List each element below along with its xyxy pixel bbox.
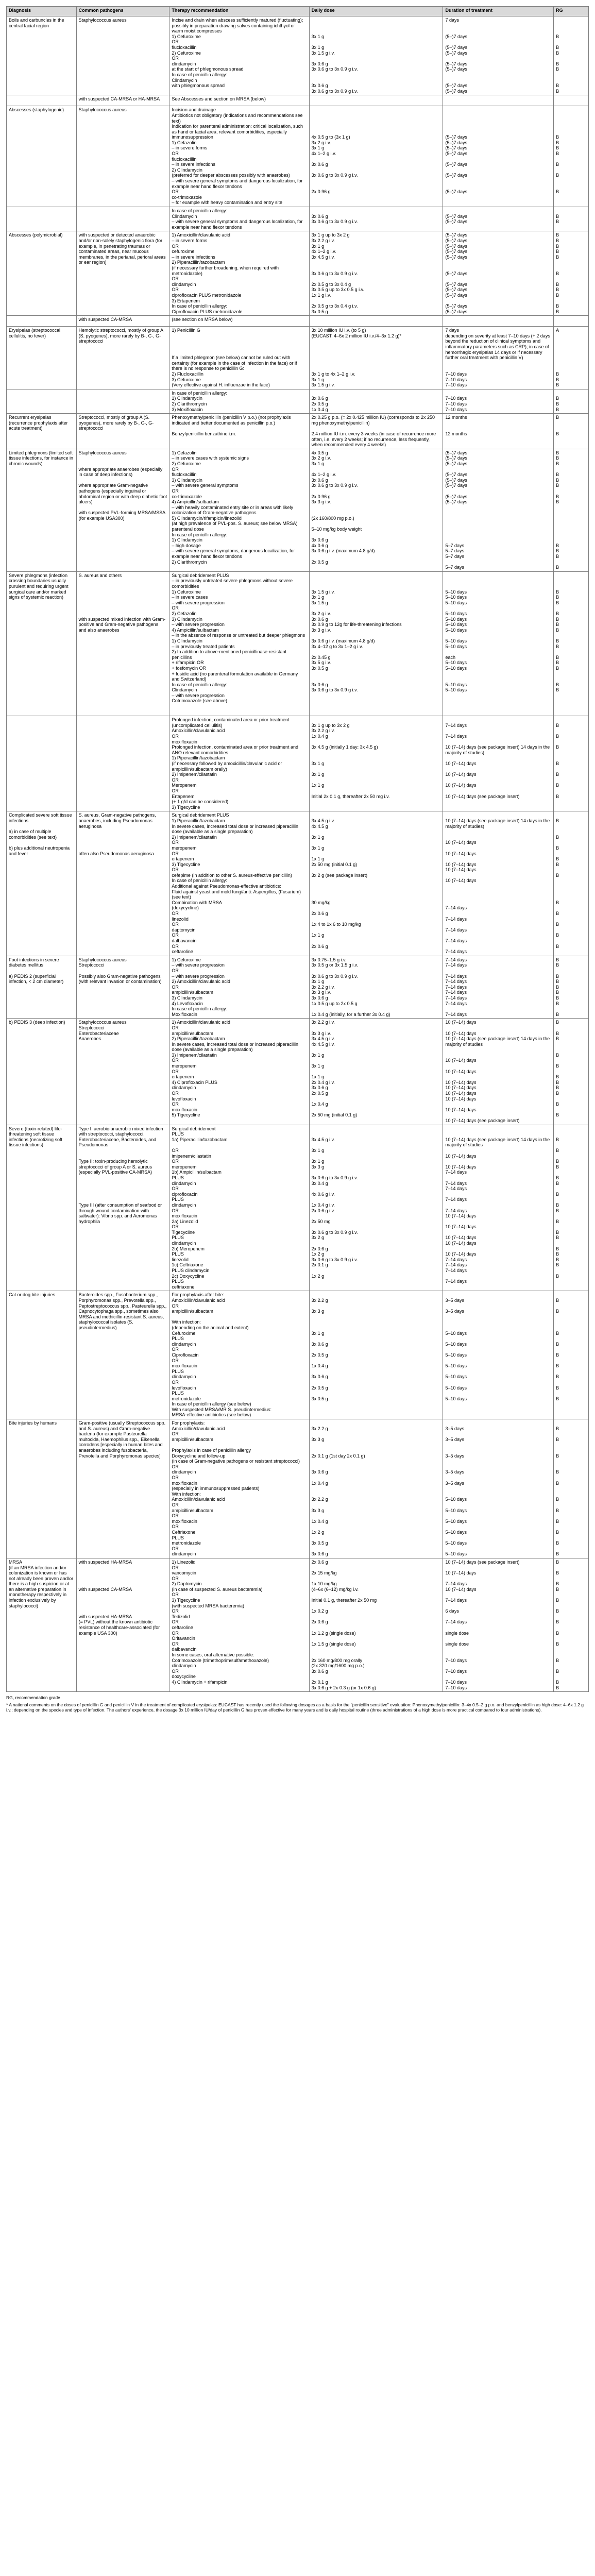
cell-therapy-text: Surgical debridement PLUS 1) Piperacillin/tazobactam In severe cases, increased total dose or increased piperacillin dose (available as a single preparation) 2) Imipenem/cilastatin OR meropenem OR ertapenem 3) Tigecycline OR cefepime (in addition to other S. aureus-effective penicillin) In case of penicillin allergy: Additional against Pseudomonas-effective antibiotics: Fluid against yeast and mold fungi/anti: Aspergillus, (Fusarium) (see text) Combination with MRSA (doxycycline) OR linezolid OR daptomycin OR dalbavancin OR ceftaroline <box>172 812 301 955</box>
cell-duration <box>443 1125 554 1291</box>
cell-daily-dose-text: 3x 10 million IU i.v. (to 5 g) (EUCAST: 4–6x 2 million IU i.v./4–6x 1.2 g)* 3x 1 g to 4x 1–2 g i.v. 3x 1 g 3x 1.5 g i.v. <box>311 328 401 388</box>
cell-rg <box>554 811 589 956</box>
cell-therapy <box>169 1019 309 1125</box>
cell-daily-dose <box>309 449 443 571</box>
column-header-rg: RG <box>554 7 589 16</box>
cell-therapy <box>169 1125 309 1291</box>
cell-daily-dose <box>309 1125 443 1291</box>
cell-rg-text: B B B B B B B B B B B <box>556 818 559 949</box>
cell-pathogen <box>76 811 169 956</box>
cell-pathogen-text: Staphylococcus aureus Streptococci Enterobacteriaceae Anaerobes <box>78 1020 127 1042</box>
cell-pathogen-text: Staphylococcus aureus <box>78 18 127 23</box>
cell-duration <box>443 16 554 95</box>
cell-pathogen-text: with suspected HA-MRSA with suspected CA-MRSA with suspected HA-MRSA (= PVL) without the known antibiotic resistance of healthcare-associated (for example USA 300) <box>78 1559 160 1636</box>
cell-diagnosis <box>7 95 77 106</box>
cell-diagnosis-text: b) PEDIS 3 (deep infection) <box>9 1020 65 1025</box>
cell-therapy <box>169 106 309 207</box>
cell-rg-text: B B B B B B B B B B B B <box>556 450 559 570</box>
cell-duration-text: 7 days depending on severity at least 7–10 days (+ 2 days beyond the reduction of clinical symptoms and inflammatory parameters such as CRP); in case of hemorrhagic erysipelas 14 days or if necessary further oral treatment with penicillin V) 7–10 days 7–10 days 7–10 days <box>445 328 550 388</box>
table-row <box>7 1419 589 1558</box>
cell-therapy <box>169 16 309 95</box>
cell-therapy <box>169 1419 309 1558</box>
cell-daily-dose <box>309 1291 443 1419</box>
cell-therapy-text: Incise and drain when abscess sufficiently matured (fluctuating); possibly in preparation drawing salves containing ichthyol or warm moist compresses 1) Cefuroxime OR flucloxacillin 2) Cefuroxime OR clindamycin at the start of phlegmonous spread In case of penicillin allergy: Clindamycin with phlegmonous spread <box>172 18 303 89</box>
cell-daily-dose-text: 3x 0.6 g 2x 0.5 g 1x 0.4 g <box>311 396 328 412</box>
cell-pathogen <box>76 571 169 716</box>
cell-rg-text: B B B B B B B <box>556 722 559 799</box>
cell-pathogen <box>76 414 169 449</box>
cell-daily-dose <box>309 16 443 95</box>
cell-pathogen <box>76 1019 169 1125</box>
cell-diagnosis-text: Complicated severe soft tissue infections a) in case of multiple comorbidities (see text) b) plus additional neutropenia and fever <box>9 812 72 856</box>
cell-rg <box>554 389 589 413</box>
cell-therapy-text: See Abscesses and section on MRSA (below) <box>172 96 266 102</box>
cell-daily-dose <box>309 106 443 207</box>
cell-diagnosis <box>7 16 77 95</box>
cell-duration <box>443 1419 554 1558</box>
cell-daily-dose-text: 4x 0.5 g to (3x 1 g) 3x 2 g i.v. 3x 1 g 4x 1–2 g i.v. 3x 0.6 g 3x 0.6 g to 3x 0.9 g i.v. 2x 0.96 g <box>311 134 358 195</box>
cell-diagnosis <box>7 811 77 956</box>
cell-daily-dose <box>309 1019 443 1125</box>
table-header-row <box>7 7 589 16</box>
cell-pathogen-text: Bacteroides spp., Fusobacterium spp., Porphyromonas spp., Prevotella spp., Peptostreptococcus spp., Pasteurella spp., Capnocytophaga spp., sometimes also MRSA and methicillin-resistant S. aureus, staphylococcal isolates (S. pseudintermedius) <box>78 1292 168 1330</box>
cell-diagnosis <box>7 716 77 811</box>
cell-diagnosis <box>7 316 77 327</box>
cell-diagnosis-text: Boils and carbuncles in the central facial region <box>9 18 66 28</box>
cell-therapy <box>169 95 309 106</box>
cell-rg-text: B B <box>556 415 559 436</box>
cell-pathogen <box>76 316 169 327</box>
cell-pathogen-text: S. aureus, Gram-negative pathogens, anaerobes, including Pseudomonas aeruginosa often also Pseudomonas aeruginosa <box>78 812 156 856</box>
cell-pathogen-text: Staphylococcus aureus Streptococci Possibly also Gram-negative pathogens (with relevant invasion or contamination) <box>78 957 162 985</box>
cell-pathogen-text: with suspected CA-MRSA <box>78 317 132 323</box>
cell-pathogen-text: Gram-positive (usually Streptococcus spp. and S. aureus) and Gram-negative bacteria (for example Pasteurella multocida, Haemophilus spp., Eikenella corrodens [especially in human bites and anaerobes including fusobacteria, Prevotella and Porphyromonas species] <box>78 1420 167 1459</box>
cell-daily-dose <box>309 327 443 389</box>
cell-therapy-text: For prophylaxis: Amoxicillin/clavulanic acid OR ampicillin/sulbactam Prophylaxis in case of penicillin allergy Doxycycline and follow-up (in case of Gram-negative pathogens or resistant streptococci) OR clindamycin OR moxifloxacin (especially in immunosuppressed patients) With infection: Amoxicillin/clavulanic acid OR ampicillin/sulbactam OR moxifloxacin OR Ceftriaxone PLUS metronidazole OR clindamycin <box>172 1420 300 1557</box>
cell-duration <box>443 207 554 231</box>
table-row <box>7 327 589 389</box>
cell-duration <box>443 571 554 716</box>
therapy-document <box>6 6 589 1713</box>
cell-duration-text: 10 (7–14) days (see package insert) 14 days in the majority of studies 10 (7–14) days 10 (7–14) days 7–14 days 7–14 days 7–14 days 7–14 days 7–14 days 10 (7–14) days 10 (7–14) days 10 (7–14) days 10 (7–14) days 10 (7–14) days 7–14 days 7–14 days 7–14 days 7–14 days <box>445 1137 550 1284</box>
cell-duration-text: 5–10 days 5–10 days 5–10 days 5–10 days 5–10 days 5–10 days 5–10 days 5–10 days 5–10 days each 5–10 days 5–10 days 5–10 days 5–10 days <box>445 589 467 693</box>
cell-duration-text: 3–5 days 3–5 days 3–5 days 3–5 days 3–5 days 5–10 days 5–10 days 5–10 days 5–10 days 5–10 days 5–10 days <box>445 1426 467 1557</box>
table-row <box>7 571 589 716</box>
cell-pathogen-text: Type I: aerobic-anaerobic mixed infection with streptococci, staphylococci, Enterobacteriaceae, Bacteroides, and Pseudomonas Type II: toxin-producing hemolytic streptococci of group A or S. aureus (especially PVL-positive CA-MRSA) Type III (after consumption of seafood or through wound contamination with saltwater): Vibrio spp. and Aeromonas hydrophila <box>78 1126 163 1224</box>
cell-therapy-text: 1) Cefuroxime – with severe progression OR – with severe progression 2) Amoxicillin/clavulanic acid OR ampicillin/sulbactam 3) Clindamycin 4) Levofloxacin In case of penicillin allergy: Moxifloxacin <box>172 957 230 1017</box>
cell-duration <box>443 1558 554 1691</box>
cell-duration <box>443 389 554 413</box>
cell-duration <box>443 316 554 327</box>
cell-daily-dose <box>309 811 443 956</box>
cell-duration-text: 10 (7–14) days 10 (7–14) days 10 (7–14) days (see package insert) 14 days in the majority of studies 10 (7–14) days 10 (7–14) days 10 (7–14) days 10 (7–14) days 10 (7–14) days 10 (7–14) days 10 (7–14) days 10 (7–14) days (see package insert) <box>445 1020 550 1123</box>
cell-duration <box>443 414 554 449</box>
table-row <box>7 95 589 106</box>
column-header-diagnosis: Diagnosis <box>7 7 77 16</box>
cell-rg <box>554 571 589 716</box>
table-row <box>7 389 589 413</box>
cell-duration <box>443 449 554 571</box>
cell-daily-dose <box>309 571 443 716</box>
cell-duration <box>443 106 554 207</box>
cell-diagnosis <box>7 571 77 716</box>
cell-rg-text: B B <box>556 213 559 225</box>
cell-diagnosis <box>7 1125 77 1291</box>
cell-rg <box>554 1125 589 1291</box>
cell-pathogen <box>76 95 169 106</box>
cell-pathogen <box>76 106 169 207</box>
cell-diagnosis <box>7 327 77 389</box>
cell-duration-text: 7 days (5–)7 days (5–)7 days (5–)7 days (5–)7 days (5–)7 days (5–)7 days (5–)7 days <box>445 18 467 94</box>
cell-rg-text: B B B B B B B <box>556 134 559 195</box>
cell-duration-text: (5–)7 days (5–)7 days (5–)7 days (5–)7 days (5–)7 days (5–)7 days (5–)7 days (5–)7 days 5–7 days 5–7 days 5–7 days 5–7 days <box>445 450 467 570</box>
cell-duration <box>443 1019 554 1125</box>
cell-duration <box>443 231 554 316</box>
cell-diagnosis <box>7 1419 77 1558</box>
table-row <box>7 811 589 956</box>
cell-daily-dose-text: 3x 1.5 g i.v. 3x 1 g 3x 1.5 g 3x 2 g i.v. 3x 0.6 g 3x 0.9 g to 12g for life-threatening infections 3x 3 g i.v. 3x 0.6 g i.v. (maximum 4.8 g/d) 3x 4–12 g to 3x 1–2 g i.v. 2x 0.45 g 3x 5 g i.v. 3x 0.5 g 3x 0.6 g 3x 0.6 g to 3x 0.9 g i.v. <box>311 589 402 693</box>
cell-rg-text: B B B B B B B B B B B <box>556 232 559 314</box>
table-row <box>7 316 589 327</box>
cell-rg-text: B B B <box>556 396 559 412</box>
cell-therapy-text: 1) Amoxicillin/clavulanic acid OR ampicillin/sulbactam 2) Piperacillin/tazobactam In severe cases, increased total dose or increased piperacillin dose (available as a single preparation) 3) Imipenem/cilastatin OR meropenem OR ertapenem 4) Ciprofloxacin PLUS clindamycin OR levofloxacin OR moxifloxacin 5) Tigecycline <box>172 1020 299 1118</box>
cell-diagnosis <box>7 389 77 413</box>
cell-therapy <box>169 449 309 571</box>
table-row <box>7 1125 589 1291</box>
cell-rg <box>554 716 589 811</box>
cell-daily-dose <box>309 716 443 811</box>
cell-rg <box>554 1558 589 1691</box>
column-header-therapy: Therapy recommendation <box>169 7 309 16</box>
cell-daily-dose-text: 3x 1 g 3x 1 g 3x 1.5 g i.v. 3x 0.6 g 3x 0.6 g to 3x 0.9 g i.v. 3x 0.6 g 3x 0.6 g to 3x 0.9 g i.v. <box>311 33 358 94</box>
cell-daily-dose-text: 2x 0.25 g p.o. (= 2x 0.425 million IU) (corresponds to 2x 250 mg phenoxymethylpenicillin) 2.4 million IU i.m. every 3 weeks (in case of recurrence more often, i.e. every 2 weeks; if no recurrence, less frequently, when recommended every 4 weeks) <box>311 415 436 448</box>
cell-daily-dose <box>309 1419 443 1558</box>
cell-diagnosis-text: Limited phlegmons (limited soft tissue infections, for instance in chronic wounds) <box>9 450 75 466</box>
cell-pathogen <box>76 1125 169 1291</box>
cell-daily-dose-text: 3x 1 g up to 3x 2 g 3x 2.2 g i.v. 3x 1 g 4x 1–2 g i.v. 3x 4.5 g i.v. 3x 0.6 g to 3x 0.9 g i.v. 2x 0.5 g to 3x 0.4 g 3x 0.5 g up to 3x 0.5 g i.v. 1x 1 g i.v. 2x 0.5 g to 3x 0.4 g i.v. 3x 0.5 g <box>311 232 364 314</box>
cell-daily-dose-text: 3x 2.2 g 3x 3 g 2x 0.1 g (1st day 2x 0.1 g) 3x 0.6 g 1x 0.4 g 3x 2.2 g 3x 3 g 1x 0.4 g 1x 2 g 3x 0.5 g 3x 0.6 g <box>311 1426 365 1557</box>
cell-duration-text: 7–10 days 7–10 days 7–10 days <box>445 396 467 412</box>
cell-duration-text: (5–)7 days (5–)7 days (5–)7 days (5–)7 days (5–)7 days (5–)7 days (5–)7 days (5–)7 days (5–)7 days (5–)7 days (5–)7 days <box>445 232 467 314</box>
cell-rg <box>554 16 589 95</box>
cell-pathogen <box>76 716 169 811</box>
cell-diagnosis <box>7 449 77 571</box>
cell-rg <box>554 1419 589 1558</box>
cell-pathogen-text: Streptococci, mostly of group A (S. pyogenes), more rarely by B-, C-, G-streptococci <box>78 415 154 431</box>
cell-daily-dose <box>309 414 443 449</box>
table-row <box>7 414 589 449</box>
cell-therapy <box>169 1558 309 1691</box>
cell-daily-dose-text: 4x 0.5 g 3x 2 g i.v. 3x 1 g 4x 1–2 g i.v. 3x 0.6 g 3x 0.6 g to 3x 0.9 g i.v. 2x 0.96 g 3x 3 g i.v. (2x 160/800 mg p.o.) 5–10 mg/kg body weight 3x 0.6 g 4x 0.6 g 3x 0.6 g i.v. (maximum 4.8 g/d) 2x 0.5 g <box>311 450 375 565</box>
cell-therapy-text: 1) Linezolid OR vancomycin OR 2) Daptomycin (in case of suspected S. aureus bacteremia) OR 3) Tigecycline (with suspected MRSA bacteremia) OR Tedizolid OR ceftaroline OR Oritavancin OR dalbavancin In some cases, oral alternative possible: Cotrimoxazole (trimethoprim/sulfamethoxazole) clindamycin OR doxycycline 4) Clindamycin + rifampicin <box>172 1559 269 1685</box>
cell-duration-text: (5–)7 days (5–)7 days (5–)7 days (5–)7 days (5–)7 days (5–)7 days (5–)7 days <box>445 134 467 195</box>
cell-therapy <box>169 207 309 231</box>
cell-pathogen <box>76 1419 169 1558</box>
cell-diagnosis-text: Foot infections in severe diabetes mellitus a) PEDIS 2 (superficial infection, < 2 cm diameter) <box>9 957 64 985</box>
table-row <box>7 207 589 231</box>
cell-therapy <box>169 316 309 327</box>
cell-rg <box>554 106 589 207</box>
cell-rg <box>554 1291 589 1419</box>
cell-pathogen <box>76 449 169 571</box>
cell-rg <box>554 449 589 571</box>
column-header-daily-dose: Daily dose <box>309 7 443 16</box>
cell-therapy-text: 1) Cefazolin – in severe cases with systemic signs 2) Cefuroxime OR flucloxacillin 3) Clindamycin – with severe general symptoms OR co-trimoxazole 4) Ampicillin/sulbactam – with heavily contaminated entry site or in areas with likely colonization of Gram-negative pathogens 5) Clindamycin/rifampicin/linezolid (at high prevalence of PVL-pos. S. aureus; see below MRSA) parenteral dose In case of penicillin allergy: 1) Clindamycin – high dosage – with severe general symptoms, dangerous localization, for example near hand flexor tendons 2) Clarithromycin <box>172 450 298 565</box>
cell-therapy <box>169 956 309 1019</box>
cell-daily-dose-text: 3x 0.75–1.5 g i.v. 3x 0.5 g or 3x 1.5 g i.v. 3x 0.6 g to 3x 0.9 g i.v. 3x 1 g 3x 2.2 g i.v. 3x 3 g i.v. 3x 0.6 g 1x 0.5 g up to 2x 0.5 g 1x 0.4 g (initially, for a further 3x 0.4 g) <box>311 957 390 1017</box>
cell-therapy <box>169 231 309 316</box>
table-row <box>7 716 589 811</box>
cell-pathogen-text: with suspected CA-MRSA or HA-MRSA <box>78 96 160 102</box>
cell-pathogen-text: Staphylococcus aureus where appropriate anaerobes (especially in case of deep infections) where appropriate Gram-negative pathogens (especially inguinal or abdominal region or with deep diabetic foot ulcers) with suspected PVL-forming MRSA/MSSA (for example USA300) <box>78 450 167 521</box>
cell-therapy <box>169 716 309 811</box>
cell-daily-dose-text: 2x 0.6 g 2x 15 mg/kg 1x 10 mg/kg (4–6x (6–12) mg/kg i.v. Initial 0.1 g, thereafter 2x 50 mg 1x 0.2 g 2x 0.6 g 1x 1.2 g (single dose) 1x 1.5 g (single dose) 2x 160 mg/800 mg orally (2x 320 mg/1600 mg p.o.) 3x 0.6 g 2x 0.1 g 3x 0.6 g + 2x 0.3 g (or 1x 0.6 g) <box>311 1559 377 1690</box>
cell-therapy-text: In case of penicillin allergy: Clindamycin – with severe general symptoms and dangerous localization, for example near hand flexor tendons <box>172 208 303 230</box>
cell-daily-dose-text: 3x 2.2 g i.v. 3x 3 g i.v. 3x 4.5 g i.v. 4x 4.5 g i.v. 3x 1 g 3x 1 g 1x 1 g 2x 0.4 g i.v. 3x 0.6 g 2x 0.5 g 1x 0.4 g 2x 50 mg (initial 0.1 g) <box>311 1020 358 1118</box>
cell-duration-text: 10 (7–14) days (see package insert) 10 (7–14) days 7–14 days 10 (7–14) days 7–14 days 6 days 7–14 days single dose single dose 7–10 days 7–10 days 7–10 days 7–10 days <box>445 1559 520 1690</box>
cell-rg-text: A B B B <box>556 328 559 388</box>
cell-therapy <box>169 1291 309 1419</box>
cell-pathogen <box>76 231 169 316</box>
cell-daily-dose <box>309 207 443 231</box>
cell-daily-dose <box>309 389 443 413</box>
cell-diagnosis <box>7 1019 77 1125</box>
cell-daily-dose-text: 3x 0.6 g 3x 0.6 g to 3x 0.9 g i.v. <box>311 213 358 225</box>
cell-therapy <box>169 327 309 389</box>
table-row <box>7 1558 589 1691</box>
table-row <box>7 956 589 1019</box>
cell-daily-dose <box>309 95 443 106</box>
cell-daily-dose <box>309 956 443 1019</box>
cell-daily-dose <box>309 316 443 327</box>
cell-diagnosis-text: Bite injuries by humans <box>9 1420 57 1426</box>
cell-rg-text: B B B B B B B B B <box>556 957 559 1017</box>
cell-pathogen <box>76 1291 169 1419</box>
cell-diagnosis-text: Severe phlegmons (infection crossing boundaries usually purulent and requiring urgent surgical care and/or marked signs of systemic reaction) <box>9 572 70 600</box>
cell-daily-dose-text: 3x 2.2 g 3x 3 g 3x 1 g 3x 0.6 g 2x 0.5 g 1x 0.4 g 3x 0.6 g 2x 0.5 g 3x 0.5 g <box>311 1298 328 1401</box>
cell-daily-dose <box>309 1558 443 1691</box>
cell-therapy <box>169 811 309 956</box>
cell-duration-text: 3–5 days 3–5 days 5–10 days 5–10 days 5–10 days 5–10 days 5–10 days 5–10 days 5–10 days <box>445 1298 467 1401</box>
cell-diagnosis <box>7 414 77 449</box>
cell-diagnosis <box>7 1291 77 1419</box>
footnotes <box>6 1695 589 1713</box>
table-row <box>7 231 589 316</box>
footnote-dosage-note: * A national comments on the doses of penicillin G and penicillin V in the treatment of complicated erysipelas: EUCAST has recently used the following dosages as a basis for the "penicillin sensitive" evaluation: Phenoxymethylpenicillin: 3–4x 0.5–2 g p.o. and benzylpenicillin as high dose: 4–6x 1.2 g i.v.; depending on the species and type of infection. The authors' experience, the dosage 3x 10 million IU/day of penicillin G has proven effective for many years and is daily hospital routine (three administrations of a high dose is more practical compared to four administrations). <box>6 1702 584 1713</box>
cell-rg <box>554 316 589 327</box>
cell-rg-text: B B B B B B B B B B B B B B <box>556 589 559 693</box>
cell-duration-text: (5–)7 days (5–)7 days <box>445 213 467 225</box>
cell-rg <box>554 207 589 231</box>
therapy-table <box>6 6 589 1692</box>
footnote-abbreviation: RG, recommendation grade <box>6 1695 60 1701</box>
column-header-pathogens: Common pathogens <box>76 7 169 16</box>
cell-pathogen-text: Hemolytic streptococci, mostly of group A (S. pyogenes), more rarely by B-, C-, G-streptococci <box>78 328 165 344</box>
cell-rg <box>554 414 589 449</box>
cell-pathogen <box>76 327 169 389</box>
cell-rg-text: B B B B B B B <box>556 33 559 94</box>
cell-diagnosis-text: Abscesses (polymicrobial) <box>9 232 63 238</box>
cell-pathogen-text: S. aureus and others with suspected mixed infection with Gram-positive and Gram-negative pathogens and also anaerobes <box>78 572 166 633</box>
cell-daily-dose-text: 3x 1 g up to 3x 2 g 3x 2.2 g i.v. 1x 0.4 g 3x 4.5 g (initially 1 day: 3x 4.5 g) 3x 1 g 3x 1 g 1x 1 g Initial 2x 0.1 g, thereafter 2x 50 mg i.v. <box>311 722 390 799</box>
cell-duration <box>443 956 554 1019</box>
cell-duration-text: 10 (7–14) days (see package insert) 14 days in the majority of studies) 10 (7–14) days 10 (7–14) days 10 (7–14) days 10 (7–14) days 10 (7–14) days 7–14 days 7–14 days 7–14 days 7–14 days 7–14 days <box>445 818 550 955</box>
cell-daily-dose-text: 3x 4.5 g i.v. 4x 4.5 g 3x 1 g 3x 1 g 1x 1 g 2x 50 mg (initial 0.1 g) 3x 2 g (see package insert) 30 mg/kg 2x 0.6 g 1x 4 to 1x 6 to 10 mg/kg 1x 1 g 2x 0.6 g <box>311 818 368 949</box>
cell-duration <box>443 327 554 389</box>
cell-diagnosis-text: Severe (toxin-related) life-threatening soft tissue infections (necrotizing soft tissue infections) <box>9 1126 64 1148</box>
cell-diagnosis-text: Recurrent erysipelas (recurrence prophylaxis after acute treatment) <box>9 415 70 431</box>
cell-pathogen <box>76 1558 169 1691</box>
cell-duration <box>443 811 554 956</box>
cell-therapy-text: In case of penicillin allergy: 1) Clindamycin 2) Clarithromycin 3) Moxifloxacin <box>172 390 227 412</box>
cell-pathogen <box>76 956 169 1019</box>
cell-therapy-text: For prophylaxis after bite: Amoxicillin/clavulanic acid OR ampicillin/sulbactam With infection: (depending on the animal and extent) Cefuroxime PLUS clindamycin OR Ciprofloxacin OR moxifloxacin PLUS clindamycin OR levofloxacin PLUS metronidazole In case of penicillin allergy (see below) With suspected MRSA/MR S. pseudintermedius: MRSA-effective antibiotics (see below) <box>172 1292 271 1418</box>
cell-diagnosis <box>7 956 77 1019</box>
cell-duration-text: 12 months 12 months <box>445 415 467 436</box>
cell-pathogen-text: with suspected or detected anaerobic and/or non-solely staphylogenic flora (for example, in penetrating traumas or contaminated areas, near mucous membranes, in the perianal, perioral areas or ear region) <box>78 232 167 265</box>
table-row <box>7 449 589 571</box>
cell-therapy <box>169 389 309 413</box>
cell-duration <box>443 95 554 106</box>
cell-rg-text: B B B B B B B B B B B <box>556 1020 559 1118</box>
cell-diagnosis-text: Erysipelas (streptococcal cellulitis, no fever) <box>9 328 62 338</box>
cell-therapy <box>169 414 309 449</box>
cell-daily-dose-text: 3x 4.5 g i.v. 3x 1 g 3x 1 g 3x 3 g 3x 0.6 g to 3x 0.9 g i.v. 3x 0.4 g 4x 0.6 g i.v. 1x 0.4 g i.v. 2x 0.6 g i.v. 2x 50 mg 3x 0.6 g to 3x 0.9 g i.v. 3x 2 g 2x 0.6 g 1x 2 g 3x 0.6 g to 3x 0.9 g i.v. 2x 0.1 g 1x 2 g <box>311 1137 358 1279</box>
column-header-duration: Duration of treatment <box>443 7 554 16</box>
cell-diagnosis-text: MRSA (if an MRSA infection and/or colonization is known or has not already been proven and/or there is a high suspicion or at an alternative preparation in monotherapy respectively in infection exclusively by staphylococci) <box>9 1559 74 1608</box>
cell-duration <box>443 1291 554 1419</box>
cell-duration-text: 7–14 days 7–14 days 10 (7–14) days (see package insert) 14 days in the majority of studies) 10 (7–14) days 10 (7–14) days 10 (7–14) days 10 (7–14) days (see package insert) <box>445 722 550 799</box>
cell-rg <box>554 1019 589 1125</box>
cell-diagnosis <box>7 106 77 207</box>
cell-therapy-text: Incision and drainage Antibiotics not obligatory (indications and recommendations see text) Indication for parenteral administration: critical localization, such as hand or facial area, relevant comorbidities, especially immunosuppression 1) Cefazolin – in severe forms OR flucloxacillin – in severe infections 2) Clindamycin (preferred for deeper abscesses possibly with anaerobes) – with severe general symptoms and dangerous localization, for example near hand flexor tendons OR co-trimoxazole – for example with heavy contamination and entry site <box>172 107 303 206</box>
cell-diagnosis <box>7 231 77 316</box>
table-row <box>7 16 589 95</box>
cell-therapy-text: Phenoxymethylpenicillin (penicillin V p.o.) (not prophylaxis indicated and better documented as penicillin p.o.) Benzylpenicillin benzathine i.m. <box>172 415 291 436</box>
cell-therapy-text: 1) Amoxicillin/clavulanic acid – in severe forms OR cefuroxime – in severe infections 2) Piperacillin/tazobactam (if necessary further broadening, when required with metronidazole) OR clindamycin OR ciprofloxacin PLUS metronidazole 3) Ertapenem In case of penicillin allergy: Ciprofloxacin PLUS metronidazole <box>172 232 279 314</box>
cell-rg <box>554 231 589 316</box>
table-body <box>7 16 589 1692</box>
cell-rg-text: B B B B B B B B B <box>556 1298 559 1401</box>
cell-therapy-text: 1) Penicillin G If a limited phlegmon (see below) cannot be ruled out with certainty (for example in the case of infection in the face) or if there is no response to penicillin G: 2) Flucloxacillin 3) Cefuroxime (Very effective against H. influenzae in the face) <box>172 328 297 388</box>
cell-rg <box>554 327 589 389</box>
table-row <box>7 1019 589 1125</box>
cell-diagnosis-text: Abscesses (staphylogenic) <box>9 107 64 113</box>
cell-therapy-text: Surgical debridement PLUS – in previously untreated severe phlegmons without severe comorbidities 1) Cefuroxime – in severe cases – with severe progression OR 2) Cefazolin 3) Clindamycin – with severe progression 4) Ampicillin/sulbactam – in the absence of response or untreated but deeper phlegmons 1) Clindamycin – in previously treated patients 2) In addition to above-mentioned penicillinase-resistant penicillins + rifampicin OR + fosfomycin OR + fusidic acid (no parenteral formulation available in Germany and Switzerland) In case of penicillin allergy: Clindamycin – with severe progression Cotrimoxazole (see above) <box>172 572 305 704</box>
cell-duration <box>443 716 554 811</box>
cell-rg-text: B B B B B B B B B B B B B B B B B <box>556 1137 559 1279</box>
cell-rg <box>554 956 589 1019</box>
cell-rg <box>554 95 589 106</box>
cell-pathogen <box>76 207 169 231</box>
cell-therapy-text: Prolonged infection, contaminated area or prior treatment (uncomplicated cellulitis) Amoxicillin/clavulanic acid OR moxifloxacin Prolonged infection, contaminated area or prior treatment and ANO relevant comorbidities 1) Piperacillin/tazobactam (if necessary followed by amoxicillin/clavulanic acid or ampicillin/sulbactam orally) 2) Imipenem/cilastatin OR Meropenem OR Ertapenem (+ 1 g/d can be considered) 3) Tigecycline <box>172 717 299 810</box>
table-row <box>7 106 589 207</box>
cell-rg-text: B B B B B B B B B B B <box>556 1426 559 1557</box>
cell-daily-dose <box>309 231 443 316</box>
cell-diagnosis <box>7 1558 77 1691</box>
cell-diagnosis-text: Cat or dog bite injuries <box>9 1292 56 1298</box>
cell-pathogen <box>76 389 169 413</box>
cell-pathogen-text: Staphylococcus aureus <box>78 107 127 113</box>
cell-rg-text: B B B B B B B B B B B B B <box>556 1559 559 1690</box>
cell-diagnosis <box>7 207 77 231</box>
cell-pathogen <box>76 16 169 95</box>
cell-therapy-text: Surgical debridement PLUS 1a) Piperacillin/tazobactam OR imipenem/cilastatin OR meropenem 1b) Ampicillin/sulbactam PLUS clindamycin OR ciprofloxacin PLUS clindamycin OR moxifloxacin 2a) Linezolid OR Tigecycline PLUS clindamycin 2b) Meropenem PLUS linezolid 1c) Ceftriaxone PLUS clindamycin 2c) Doxycycline PLUS ceftriaxone <box>172 1126 228 1290</box>
cell-duration-text: 7–14 days 7–14 days 7–14 days 7–14 days 7–14 days 7–14 days 7–14 days 7–14 days 7–14 days <box>445 957 467 1017</box>
cell-therapy <box>169 571 309 716</box>
table-row <box>7 1291 589 1419</box>
cell-therapy-text: (see section on MRSA below) <box>172 317 233 323</box>
